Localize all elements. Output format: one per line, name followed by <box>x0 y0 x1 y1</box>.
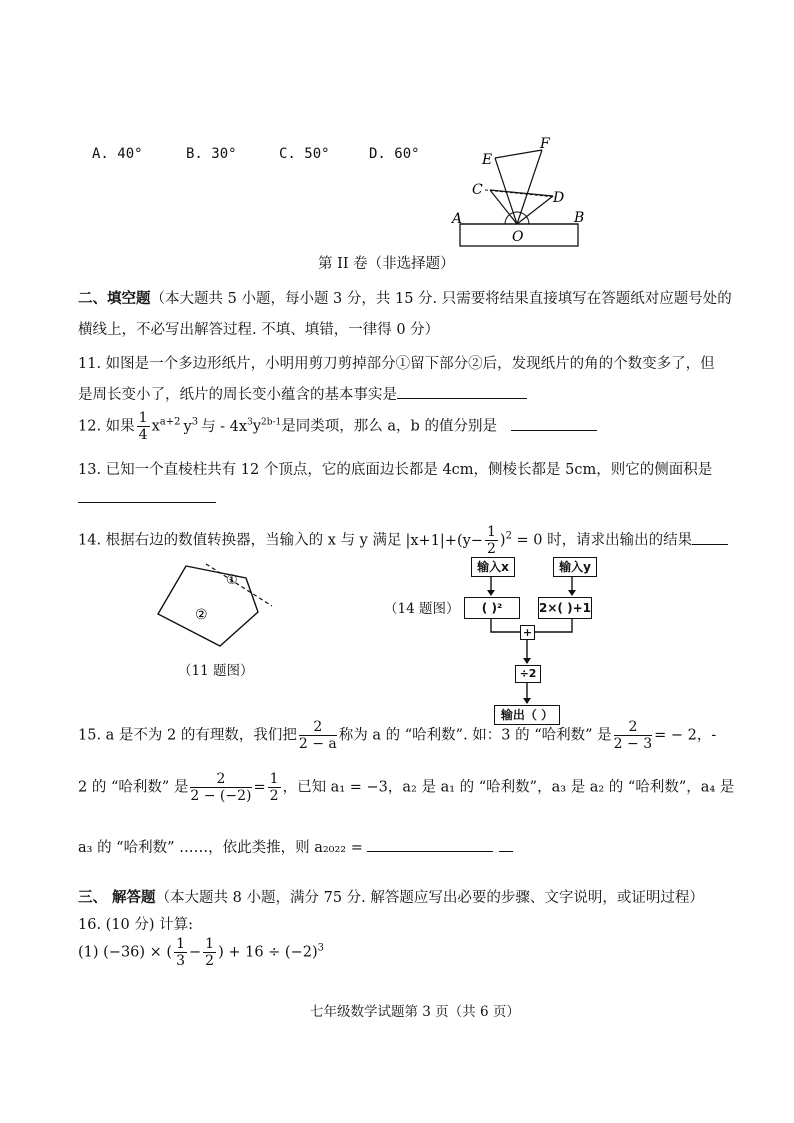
q15-frac3-num: 2 <box>190 771 251 788</box>
q15-frac1 <box>299 719 337 752</box>
option-a: A. 40° <box>92 146 143 162</box>
q12-x: x <box>151 418 160 435</box>
q11-line2 <box>78 383 527 404</box>
q15-frac2 <box>614 719 652 752</box>
q15-prefix: 15. a 是不为 2 的有理数，我们把 <box>78 727 297 744</box>
q14-frac-den: 2 <box>486 541 496 557</box>
option-d: D. 60° <box>369 146 420 162</box>
fill-in-heading: 二、填空题 <box>78 290 151 307</box>
add-box: + <box>520 625 535 640</box>
q14-fraction <box>485 524 498 557</box>
q16-1-suffix: ) + 16 ÷ (−2) <box>218 944 318 961</box>
q16-part1 <box>78 936 324 974</box>
q15-mid1: 称为 a 的 “哈利数”. 如：3 的 “哈利数” 是 <box>338 727 612 744</box>
label-b: B <box>574 210 585 226</box>
q15-line2-suffix: ，已知 a₁ = −3，a₂ 是 a₁ 的 “哈利数”，a₃ 是 a₂ 的 “哈利数”，a₄ 是 <box>282 779 735 796</box>
q15-line2 <box>78 771 734 809</box>
label-c: C <box>472 182 483 198</box>
q15-line1 <box>78 719 716 757</box>
q15-frac4 <box>268 771 281 804</box>
label-a: A <box>452 211 463 227</box>
q12-frac-num: 1 <box>138 410 148 426</box>
q14-formula-c: = 0 时，请求出输出的结果 <box>511 532 693 549</box>
part-1-label: ① <box>226 573 238 588</box>
q15-frac2-den: 2 − 3 <box>613 736 653 752</box>
q16-1-frac1 <box>174 936 187 969</box>
q15-frac2-num: 2 <box>614 719 652 736</box>
flowchart-arrows <box>462 555 592 727</box>
divide-box: ÷2 <box>515 665 541 683</box>
q11-text: 是周长变小了，纸片的周长变小蕴含的基本事实是 <box>78 387 397 403</box>
q15-frac1-num: 2 <box>299 719 337 736</box>
q12-frac-den: 4 <box>138 427 148 443</box>
q11-answer-blank[interactable] <box>397 384 527 399</box>
input-x-box: 输入x <box>471 557 515 577</box>
q14-exp: 2 <box>505 530 512 542</box>
q15-frac4-num: 1 <box>269 771 279 787</box>
flowchart <box>462 555 592 727</box>
q15-mid2: = − 2，- <box>654 727 717 744</box>
q16-1-prefix: (1) (−36) × ( <box>78 944 173 961</box>
q12-y: y <box>183 418 192 435</box>
q12-exp1: a+2 <box>159 416 181 428</box>
q12-fraction <box>137 410 150 443</box>
q15-answer-blank[interactable] <box>367 837 493 852</box>
fill-in-instructions-1 <box>78 287 732 308</box>
option-b: B. 30° <box>186 146 237 162</box>
answers-instructions-text: （本大题共 8 小题，满分 75 分. 解答题应写出必要的步骤、文字说明，或证明过程） <box>155 890 704 906</box>
polygon-figure <box>150 562 280 652</box>
q12-exp3: 3 <box>247 417 253 428</box>
q16-1-exp: 3 <box>317 942 325 954</box>
q14-formula-a: |x+1|+(y− <box>405 532 483 549</box>
q15-eq: = <box>253 779 266 796</box>
q13-answer-blank[interactable] <box>78 502 216 503</box>
q15-answer-blank-tail <box>499 837 513 852</box>
angle-figure <box>450 130 590 252</box>
part-2-label: ② <box>195 607 208 623</box>
fill-in-instructions-text: （本大题共 5 小题，每小题 3 分，共 15 分. 只需要将结果直接填写在答题纸对应题号处的 <box>150 291 732 307</box>
q15-frac3 <box>190 771 251 804</box>
q15-line3 <box>78 836 513 857</box>
q12-answer-blank[interactable] <box>511 416 597 431</box>
q14-prefix: 14. 根据右边的数值转换器，当输入的 x 与 y 满足 <box>78 532 402 549</box>
section-title: 第 II 卷（非选择题） <box>318 256 455 272</box>
fill-in-instructions-2: 横线上，不必写出解答过程. 不填、填错，一律得 0 分） <box>78 322 440 338</box>
q11-line1: 11. 如图是一个多边形纸片，小明用剪刀剪掉部分①留下部分②后，发现纸片的角的个数变多了，但 <box>78 356 715 372</box>
option-c: C. 50° <box>279 146 330 162</box>
output-box: 输出（ ） <box>494 705 560 725</box>
q14-formula-b: ) <box>499 532 506 549</box>
q16-1-frac2 <box>203 936 216 969</box>
answers-instructions <box>78 886 704 907</box>
answers-heading: 三、 解答题 <box>78 889 156 906</box>
square-box: ( )² <box>464 597 520 619</box>
fig14-caption: （14 题图） <box>384 601 460 617</box>
q12-suffix: 是同类项，那么 a，b 的值分别是 <box>281 418 497 435</box>
q14-line <box>78 524 728 558</box>
q15-frac3-den: 2 − (−2) <box>190 788 252 804</box>
q15-frac1-den: 2 − a <box>298 736 337 752</box>
q15-frac4-den: 2 <box>269 788 279 804</box>
q15-line2-prefix: 2 的 “哈利数” 是 <box>78 779 189 796</box>
q12-exp4: 2b-1 <box>261 417 282 428</box>
q16-1-frac2-num: 1 <box>205 936 215 952</box>
q12-exp2: 3 <box>191 416 199 428</box>
label-e: E <box>482 152 493 168</box>
q13-line1: 13. 已知一个直棱柱共有 12 个顶点，它的底面边长都是 4cm，侧棱长都是 5cm，则它的侧面积是 <box>78 462 713 478</box>
q12-line <box>78 410 597 444</box>
q16-1-frac1-den: 3 <box>176 953 186 969</box>
q14-frac-num: 1 <box>486 524 496 540</box>
q15-line3-text: a₃ 的 “哈利数” ……，依此类推，则 a₂₀₂₂ = <box>78 840 363 856</box>
q12-prefix: 12. 如果 <box>78 418 135 435</box>
q12-middle: 与 - 4x <box>201 418 248 435</box>
q12-y2: y <box>252 418 262 435</box>
q16-1-minus: − <box>189 944 202 961</box>
double-plus-one-box: 2×( )+1 <box>538 597 592 619</box>
label-f: F <box>540 136 550 152</box>
q16-1-frac1-num: 1 <box>176 936 186 952</box>
page-footer: 七年级数学试题第 3 页（共 6 页） <box>310 1004 520 1020</box>
q14-answer-blank[interactable] <box>692 530 728 545</box>
input-y-box: 输入y <box>553 557 597 577</box>
fig11-caption: （11 题图） <box>178 663 254 679</box>
q16-title: 16. (10 分) 计算: <box>78 917 194 933</box>
label-o: O <box>512 229 524 245</box>
q16-1-frac2-den: 2 <box>205 953 215 969</box>
label-d: D <box>553 190 565 206</box>
